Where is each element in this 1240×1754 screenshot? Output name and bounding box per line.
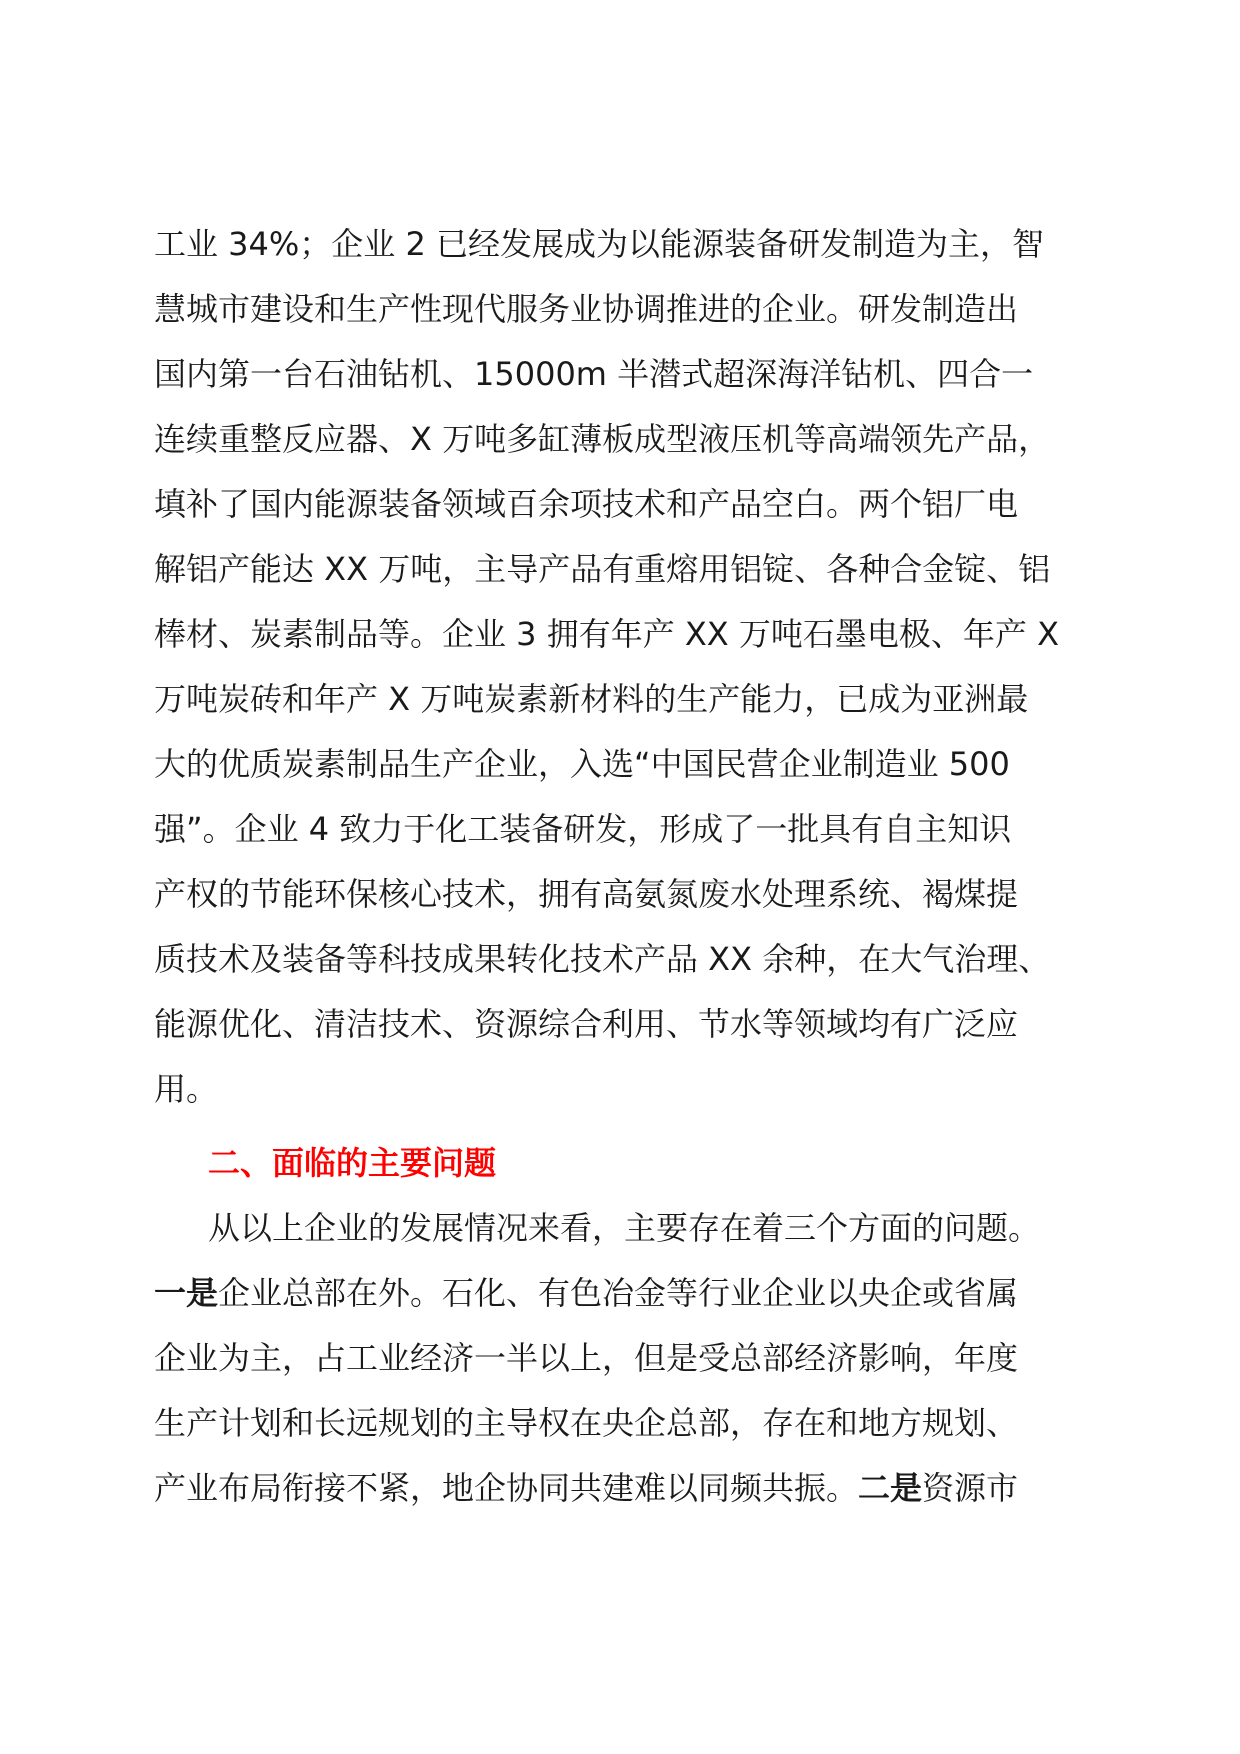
paragraph-line: 企业为主，占工业经济一半以上，但是受总部经济影响，年度: [154, 1339, 1019, 1377]
paragraph-line: 生产计划和长远规划的主导权在央企总部，存在和地方规划、: [154, 1404, 1019, 1442]
paragraph-line: 强”。企业 4 致力于化工装备研发，形成了一批具有自主知识: [154, 810, 1012, 848]
paragraph-line: 产权的节能环保核心技术，拥有高氨氮废水处理系统、褐煤提: [154, 875, 1019, 913]
paragraph-line: 能源优化、清洁技术、资源综合利用、节水等领域均有广泛应: [154, 1005, 1019, 1043]
paragraph-enterprise-overview: [154, 212, 1094, 1122]
paragraph-line: 填补了国内能源装备领域百余项技术和产品空白。两个铝厂电: [154, 485, 1019, 523]
main-problems-section: [154, 1131, 1094, 1521]
paragraph-line: 工业 34%；企业 2 已经发展成为以能源装备研发制造为主，智: [154, 225, 1045, 263]
paragraph-line: 连续重整反应器、X 万吨多缸薄板成型液压机等高端领先产品，: [154, 420, 1051, 458]
paragraph-text: 企业总部在外。石化、有色冶金等行业企业以央企或省属: [218, 1274, 1019, 1312]
paragraph-line: 质技术及装备等科技成果转化技术产品 XX 余种，在大气治理、: [154, 940, 1051, 978]
paragraph-line: 解铝产能达 XX 万吨，主导产品有重熔用铝锭、各种合金锭、铝: [154, 550, 1051, 588]
section-heading: 二、面临的主要问题: [208, 1144, 497, 1182]
paragraph-line: 从以上企业的发展情况来看，主要存在着三个方面的问题。: [208, 1209, 1041, 1247]
paragraph-line: 万吨炭砖和年产 X 万吨炭素新材料的生产能力，已成为亚洲最: [154, 680, 1029, 718]
paragraph-line: 慧城市建设和生产性现代服务业协调推进的企业。研发制造出: [154, 290, 1019, 328]
paragraph-text: 产业布局衔接不紧，地企协同共建难以同频共振。: [154, 1469, 859, 1507]
paragraph-line: 国内第一台石油钻机、15000m 半潜式超深海洋钻机、四合一: [154, 355, 1034, 393]
paragraph-line: [154, 1261, 1094, 1326]
paragraph-line: [154, 1456, 1094, 1521]
paragraph-text: 资源市: [922, 1469, 1019, 1507]
paragraph-line: 大的优质炭素制品生产企业，入选“中国民营企业制造业 500: [154, 745, 1010, 783]
paragraph-line: 棒材、炭素制品等。企业 3 拥有年产 XX 万吨石墨电极、年产 X: [154, 615, 1059, 653]
paragraph-line: 用。: [154, 1070, 219, 1108]
bold-lead-text: 一是: [154, 1274, 219, 1312]
bold-lead-text: 二是: [858, 1469, 923, 1507]
